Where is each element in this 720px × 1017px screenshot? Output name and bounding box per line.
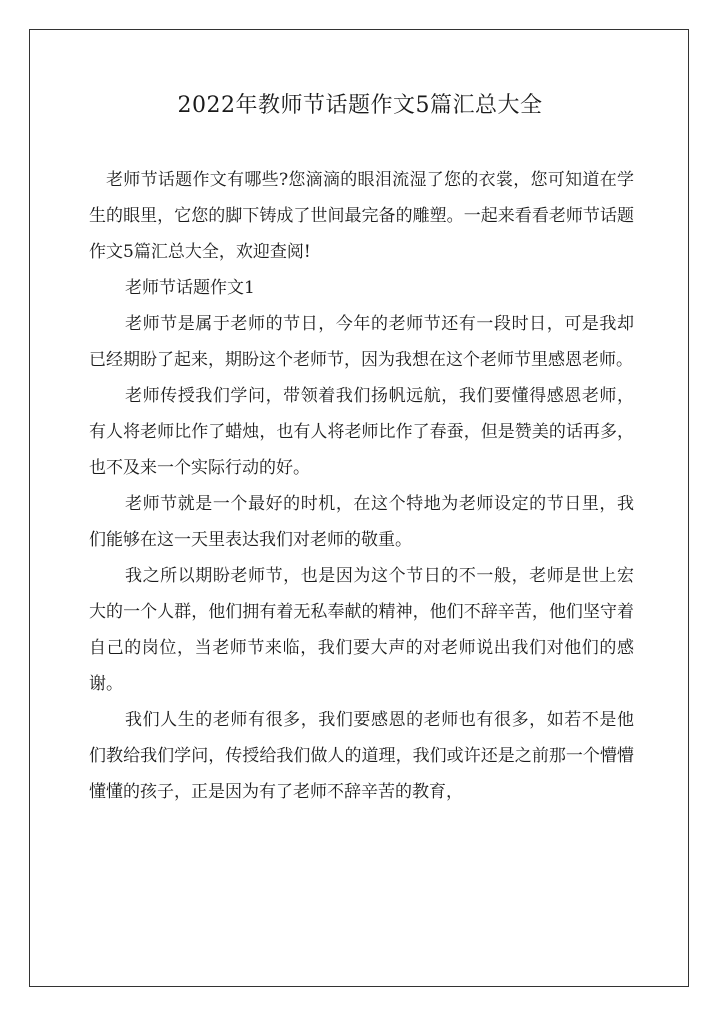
body-paragraph: 老师传授我们学问，带领着我们扬帆远航，我们要懂得感恩老师，有人将老师比作了蜡烛，也有人将老师比作了春蚕，但是赞美的话再多，也不及来一个实际行动的好。 bbox=[89, 386, 634, 478]
body-paragraph: 我之所以期盼老师节，也是因为这个节日的不一般，老师是世上宏大的一个人群，他们拥有着无私奉献的精神，他们不辞辛苦，他们坚守着自己的岗位，当老师节来临，我们要大声的对老师说出我们对他们的感谢。 bbox=[89, 566, 634, 694]
body-paragraph: 老师节是属于老师的节日，今年的老师节还有一段时日，可是我却已经期盼了起来，期盼这个老师节，因为我想在这个老师节里感恩老师。 bbox=[89, 314, 634, 370]
intro-paragraph: 老师节话题作文有哪些?您滴滴的眼泪流湿了您的衣裳，您可知道在学生的眼里，它您的脚下铸成了世间最完备的雕塑。一起来看看老师节话题作文5篇汇总大全，欢迎查阅! bbox=[89, 170, 634, 262]
document-title: 2022年教师节话题作文5篇汇总大全 bbox=[177, 93, 543, 118]
document-body bbox=[89, 162, 634, 810]
body-paragraph: 老师节就是一个最好的时机，在这个特地为老师设定的节日里，我们能够在这一天里表达我们对老师的敬重。 bbox=[89, 494, 634, 550]
body-paragraph: 我们人生的老师有很多，我们要感恩的老师也有很多，如若不是他们教给我们学问，传授给我们做人的道理，我们或许还是之前那一个懵懵懂懂的孩子，正是因为有了老师不辞辛苦的教育， bbox=[89, 710, 634, 802]
essay-heading: 老师节话题作文1 bbox=[125, 278, 255, 298]
